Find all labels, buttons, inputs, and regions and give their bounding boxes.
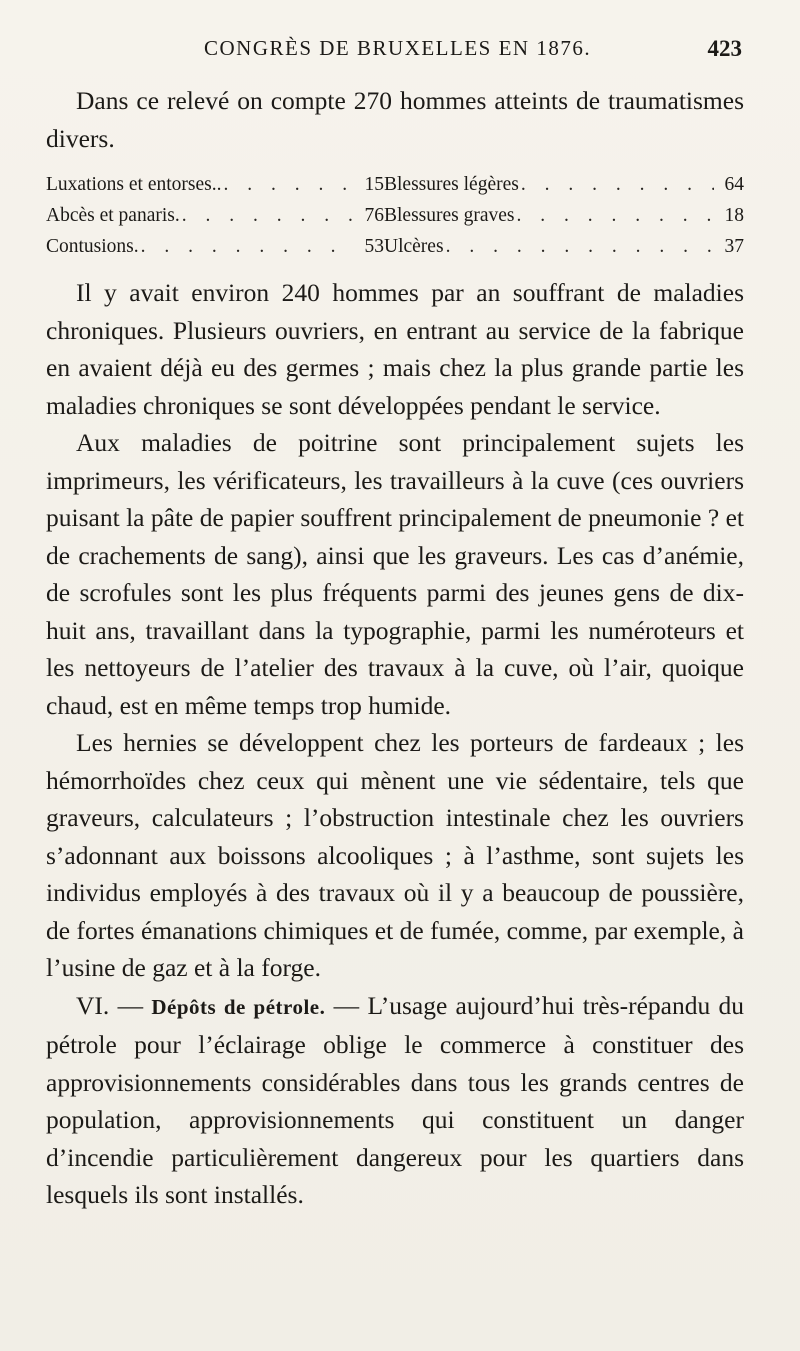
section-number: VI. — bbox=[76, 990, 144, 1020]
stats-value: 76 bbox=[364, 205, 384, 226]
section-petroleum bbox=[46, 987, 744, 1214]
stats-value: 18 bbox=[724, 205, 744, 226]
stats-row bbox=[46, 231, 744, 262]
running-head: CONGRÈS DE BRUXELLES EN 1876. bbox=[204, 36, 592, 60]
stats-row bbox=[46, 169, 744, 200]
section-text: L’usage aujourd’hui très-répandu du pétrole pour l’éclairage oblige le commerce à constituer des approvisionnements considérables dans tous les grands centres de population, approvisionnements qui constituent un danger d’incendie particulièrement dangereux pour les quartiers dans lesquels ils sont installés. bbox=[46, 990, 745, 1209]
leader-dots bbox=[519, 169, 714, 200]
stats-value: 15 bbox=[364, 174, 384, 195]
injury-statistics bbox=[46, 169, 744, 262]
stats-label: Blessures légères bbox=[384, 174, 519, 195]
stats-label: Luxations et entorses.. bbox=[46, 174, 222, 195]
section-dash: — bbox=[333, 990, 360, 1020]
stats-value: 64 bbox=[724, 174, 744, 195]
leader-dots bbox=[515, 200, 714, 231]
leader-dots bbox=[444, 231, 714, 262]
stats-cell bbox=[384, 200, 744, 231]
stats-cell bbox=[46, 169, 384, 200]
stats-value: 53 bbox=[364, 236, 384, 257]
body-text bbox=[46, 82, 744, 1214]
stats-cell bbox=[384, 231, 744, 262]
page-number: 423 bbox=[707, 36, 742, 61]
stats-cell bbox=[384, 169, 744, 200]
section-title: Dépôts de pétrole. bbox=[151, 994, 326, 1019]
stats-label: Ulcères bbox=[384, 236, 444, 257]
stats-row bbox=[46, 200, 744, 231]
intro-paragraph: Dans ce relevé on compte 270 hommes atteints de traumatismes divers. bbox=[46, 86, 744, 153]
stats-label: Blessures graves bbox=[384, 205, 515, 226]
paragraph-chest-diseases: Aux maladies de poitrine sont principalement sujets les imprimeurs, les vérificateurs, les travailleurs à la cuve (ces ouvriers puisant la pâte de papier souffrent principalement de pneumonie ? et de crachements de sang), ainsi que les graveurs. Les cas d’anémie, de scrofules sont les plus fréquents parmi des jeunes gens de dix-huit ans, travaillant dans la typographie, parmi les numéroteurs et les nettoyeurs de l’atelier des travaux à la cuve, où l’air, quoique chaud, est en même temps trop humide. bbox=[46, 428, 744, 720]
leader-dots bbox=[221, 169, 354, 200]
stats-label: Contusions. bbox=[46, 236, 139, 257]
stats-label: Abcès et panaris. bbox=[46, 205, 180, 226]
page-header bbox=[46, 36, 742, 70]
leader-dots bbox=[139, 231, 354, 262]
stats-cell bbox=[46, 231, 384, 262]
stats-value: 37 bbox=[724, 236, 744, 257]
paragraph-chronic-diseases: Il y avait environ 240 hommes par an souffrant de maladies chroniques. Plusieurs ouvriers, en entrant au service de la fabrique en avaient déjà eu des germes ; mais chez la plus grande partie les maladies chroniques se sont développées pendant le service. bbox=[46, 278, 744, 420]
stats-cell bbox=[46, 200, 384, 231]
paragraph-hernias: Les hernies se développent chez les porteurs de fardeaux ; les hémorrhoïdes chez ceux qui mènent une vie sédentaire, tels que graveurs, calculateurs ; l’obstruction intestinale chez les ouvriers s’adonnant aux boissons alcooliques ; à l’asthme, sont sujets les individus employés à des travaux où il y a beaucoup de poussière, de fortes émanations chimiques et de fumée, comme, par exemple, à l’usine de gaz et à la forge. bbox=[46, 728, 744, 982]
leader-dots bbox=[180, 200, 354, 231]
